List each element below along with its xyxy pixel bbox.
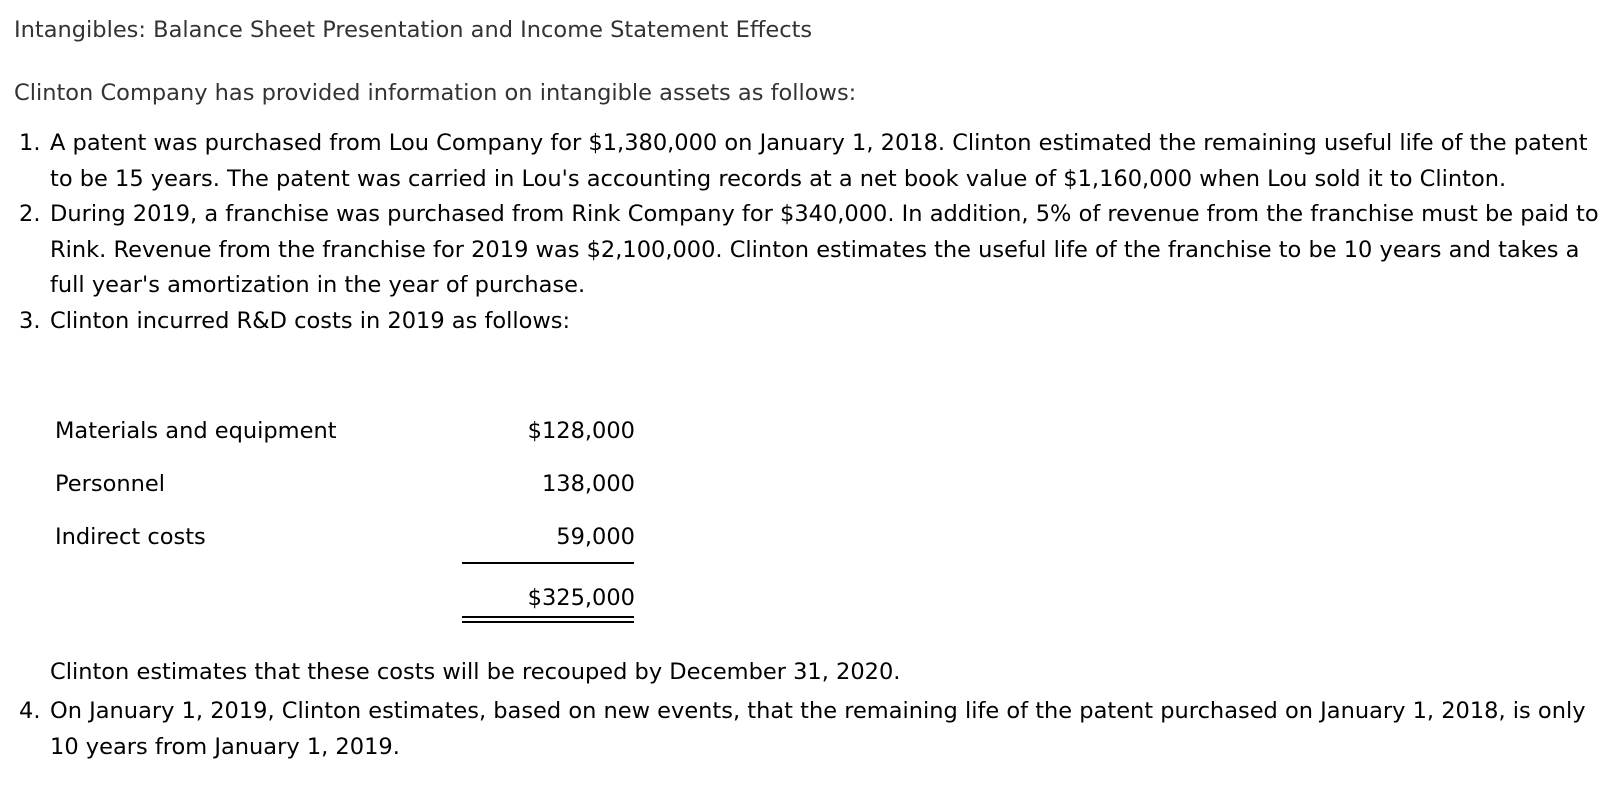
rd-costs-table [55, 410, 645, 622]
problem-list-continued [19, 694, 1599, 765]
item-text: During 2019, a franchise was purchased from Rink Company for $340,000. In addition, 5% of revenue from the franchise must be paid to Rink. Revenue from the franchise for 2019 was $2,100,000. Clinton estimates the useful life of the franchise to be 10 years and takes a full year's amortization in the year of purchase. [50, 201, 1599, 298]
list-item-2 [19, 197, 1599, 304]
total-row [55, 569, 645, 622]
cost-label: Personnel [55, 471, 165, 497]
cost-amount: 138,000 [541, 471, 635, 497]
item-text: A patent was purchased from Lou Company for $1,380,000 on January 1, 2018. Clinton estimated the remaining useful life of the patent to be 15 years. The patent was carried in Lou's accounting records at a net book value of $1,160,000 when Lou sold it to Clinton. [50, 130, 1588, 192]
total-amount: $325,000 [527, 585, 635, 611]
item-text: On January 1, 2019, Clinton estimates, based on new events, that the remaining life of the patent purchased on January 1, 2018, is only 10 years from January 1, 2019. [50, 698, 1586, 760]
item-number: 1. [19, 130, 41, 156]
subtotal-underline [462, 562, 634, 564]
problem-list [19, 126, 1599, 339]
intro-text: Clinton Company has provided information on intangible assets as follows: [14, 80, 857, 106]
table-row [55, 463, 645, 516]
cost-amount: 59,000 [556, 524, 635, 550]
list-item-3 [19, 304, 1599, 340]
cost-label: Materials and equipment [55, 418, 337, 444]
list-item-1 [19, 126, 1599, 197]
table-row [55, 410, 645, 463]
item-text: Clinton incurred R&D costs in 2019 as follows: [50, 307, 571, 334]
total-double-underline [462, 616, 634, 623]
recoup-note: Clinton estimates that these costs will be recouped by December 31, 2020. [50, 659, 901, 685]
cost-amount: $128,000 [527, 418, 635, 444]
page-title: Intangibles: Balance Sheet Presentation and Income Statement Effects [14, 17, 813, 43]
cost-label: Indirect costs [55, 524, 206, 550]
list-item-4 [19, 694, 1599, 765]
item-number: 3. [19, 307, 41, 334]
item-number: 4. [19, 698, 41, 724]
item-number: 2. [19, 201, 41, 227]
